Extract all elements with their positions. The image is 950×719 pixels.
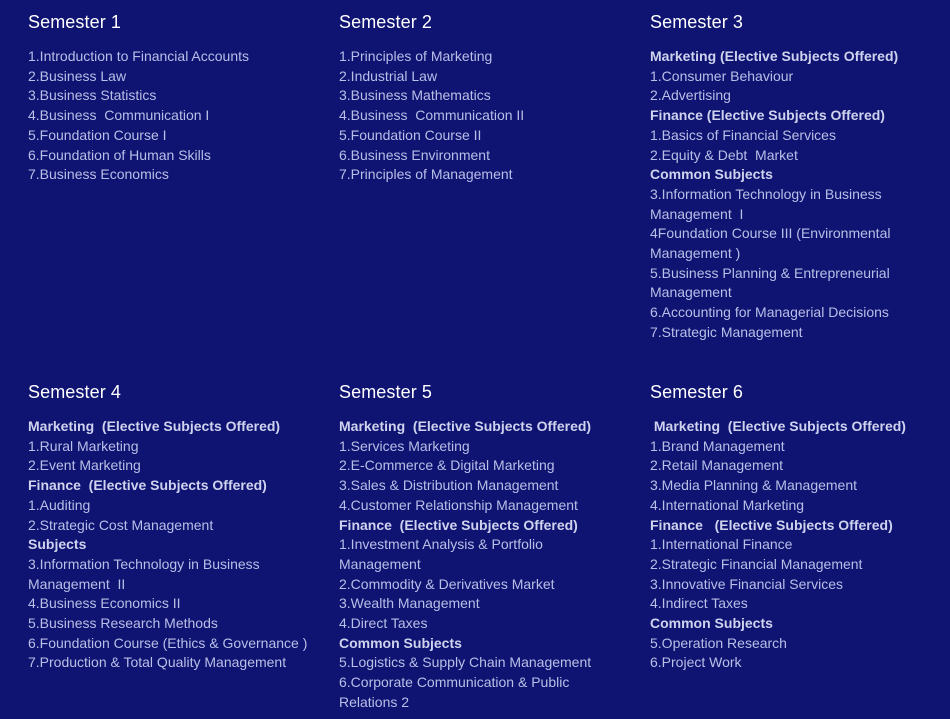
subject-item: 1.Consumer Behaviour bbox=[650, 67, 794, 84]
subject-item: 4.Business Communication II bbox=[339, 107, 525, 124]
semester-1-section bbox=[28, 11, 308, 185]
subject-item: 1.Rural Marketing bbox=[28, 437, 139, 454]
subject-item: 4.Business Communication I bbox=[28, 107, 210, 124]
semester-heading: Semester 3 bbox=[650, 12, 744, 32]
semester-heading: Semester 4 bbox=[28, 382, 122, 402]
subject-list bbox=[650, 47, 930, 343]
subject-item: Management bbox=[650, 284, 732, 301]
subject-item: 2.Retail Management bbox=[650, 457, 784, 474]
subject-group-heading: Subjects bbox=[28, 536, 87, 553]
subject-item: 6.Foundation Course (Ethics & Governance ) bbox=[28, 634, 308, 651]
subject-item: 2.Commodity & Derivatives Market bbox=[339, 575, 555, 592]
subject-item: 6.Business Environment bbox=[339, 146, 490, 163]
subject-list bbox=[28, 417, 308, 673]
subject-item: 6.Accounting for Managerial Decisions bbox=[650, 304, 889, 321]
subject-group-heading: Finance (Elective Subjects Offered) bbox=[339, 516, 578, 533]
subject-item: 7.Business Economics bbox=[28, 166, 169, 183]
subject-item: 5.Foundation Course I bbox=[28, 126, 167, 143]
subject-group-heading: Marketing (Elective Subjects Offered) bbox=[650, 418, 906, 434]
subject-item: 1.Basics of Financial Services bbox=[650, 126, 836, 143]
subject-item: 2.Strategic Financial Management bbox=[650, 555, 863, 572]
subject-item: 3.Innovative Financial Services bbox=[650, 575, 843, 592]
subject-list bbox=[28, 47, 308, 185]
subject-item: 2.E-Commerce & Digital Marketing bbox=[339, 457, 555, 474]
subject-list bbox=[339, 417, 619, 713]
subject-item: 1.Auditing bbox=[28, 496, 91, 513]
subject-item: 1.Investment Analysis & Portfolio bbox=[339, 536, 543, 553]
subject-item: 3.Wealth Management bbox=[339, 595, 480, 612]
subject-item: 2.Business Law bbox=[28, 67, 127, 84]
semester-5-section bbox=[339, 381, 619, 713]
subject-item: 5.Business Research Methods bbox=[28, 615, 218, 632]
subject-item: 5.Foundation Course II bbox=[339, 126, 482, 143]
subject-item: 5.Business Planning & Entrepreneurial bbox=[650, 264, 890, 281]
subject-group-heading: Finance (Elective Subjects Offered) bbox=[650, 107, 885, 124]
subject-item: 3.Business Mathematics bbox=[339, 87, 491, 104]
subject-group-heading: Common Subjects bbox=[339, 634, 462, 651]
semester-2-section bbox=[339, 11, 619, 185]
subject-item: 4.International Marketing bbox=[650, 496, 805, 513]
subject-item: 3.Media Planning & Management bbox=[650, 477, 858, 494]
subject-item: Management ) bbox=[650, 245, 741, 262]
subject-item: 4.Indirect Taxes bbox=[650, 595, 748, 612]
subject-item: 1.Services Marketing bbox=[339, 437, 470, 454]
subject-item: 2.Equity & Debt Market bbox=[650, 146, 798, 163]
subject-item: 4.Business Economics II bbox=[28, 595, 181, 612]
subject-item: 6.Foundation of Human Skills bbox=[28, 146, 211, 163]
subject-item: 5.Operation Research bbox=[650, 634, 787, 651]
subject-group-heading: Finance (Elective Subjects Offered) bbox=[650, 516, 893, 533]
subject-item: 6.Project Work bbox=[650, 654, 742, 671]
subject-item: 5.Logistics & Supply Chain Management bbox=[339, 654, 592, 671]
subject-item: 1.Introduction to Financial Accounts bbox=[28, 48, 250, 64]
subject-item: 7.Production & Total Quality Management bbox=[28, 654, 287, 671]
subject-list bbox=[650, 417, 930, 673]
semester-heading: Semester 2 bbox=[339, 12, 433, 32]
semester-6-section bbox=[650, 381, 930, 673]
subject-item: 1.Brand Management bbox=[650, 437, 785, 454]
subject-item: 1.Principles of Marketing bbox=[339, 48, 493, 64]
semester-3-section bbox=[650, 11, 930, 343]
subject-item: Management II bbox=[28, 575, 126, 592]
subject-group-heading: Marketing (Elective Subjects Offered) bbox=[650, 48, 899, 64]
subject-item: 2.Strategic Cost Management bbox=[28, 516, 214, 533]
subject-group-heading: Finance (Elective Subjects Offered) bbox=[28, 477, 267, 494]
subject-item: 1.International Finance bbox=[650, 536, 793, 553]
semester-heading: Semester 5 bbox=[339, 382, 433, 402]
subject-group-heading: Marketing (Elective Subjects Offered) bbox=[339, 418, 592, 434]
subject-list bbox=[339, 47, 619, 185]
subject-item: 7.Strategic Management bbox=[650, 323, 803, 340]
subject-group-heading: Marketing (Elective Subjects Offered) bbox=[28, 418, 281, 434]
subject-group-heading: Common Subjects bbox=[650, 166, 773, 183]
subject-item: 4.Customer Relationship Management bbox=[339, 496, 578, 513]
subject-item: 3.Business Statistics bbox=[28, 87, 157, 104]
subject-item: 2.Industrial Law bbox=[339, 67, 438, 84]
subject-item: 4.Direct Taxes bbox=[339, 615, 428, 632]
subject-item: 6.Corporate Communication & Public bbox=[339, 674, 570, 691]
semester-heading: Semester 1 bbox=[28, 12, 122, 32]
subject-item: 3.Information Technology in Business bbox=[650, 185, 882, 202]
subject-item: 7.Principles of Management bbox=[339, 166, 513, 183]
subject-item: 3.Information Technology in Business bbox=[28, 555, 260, 572]
subject-item: Relations 2 bbox=[339, 693, 410, 710]
semester-4-section bbox=[28, 381, 308, 673]
subject-item: 3.Sales & Distribution Management bbox=[339, 477, 559, 494]
subject-group-heading: Common Subjects bbox=[650, 615, 773, 632]
subject-item: 4Foundation Course III (Environmental bbox=[650, 225, 891, 242]
subject-item: Management bbox=[339, 555, 421, 572]
subject-item: 2.Advertising bbox=[650, 87, 731, 104]
subject-item: 2.Event Marketing bbox=[28, 457, 141, 474]
subject-item: Management I bbox=[650, 205, 744, 222]
semester-heading: Semester 6 bbox=[650, 382, 744, 402]
